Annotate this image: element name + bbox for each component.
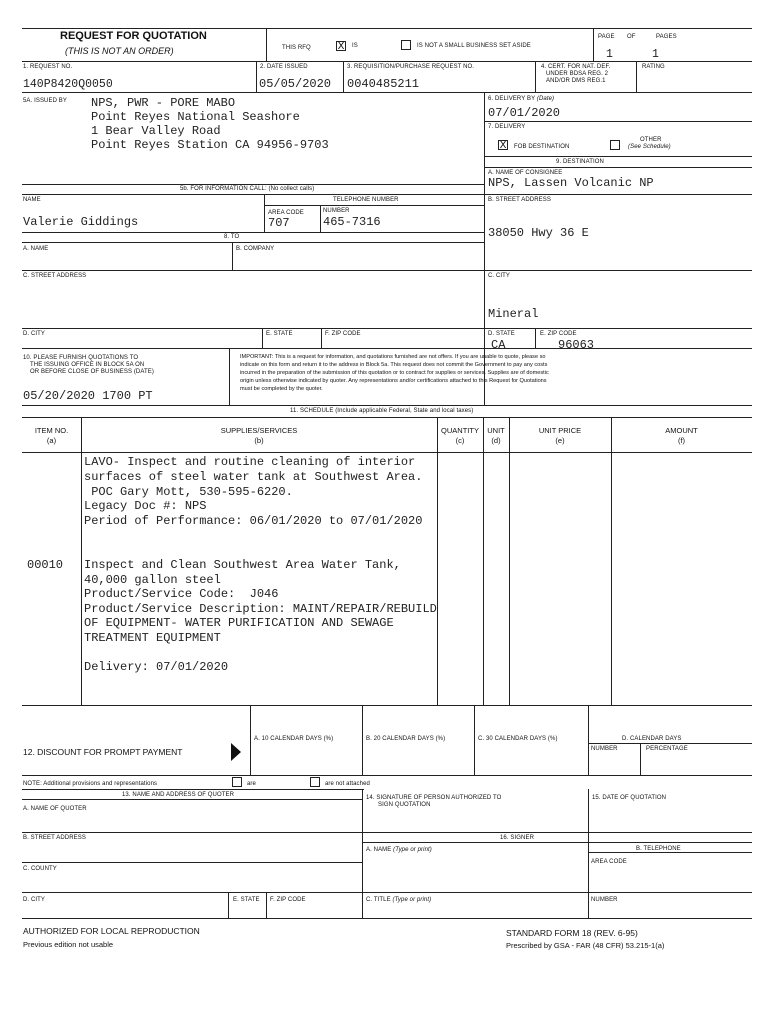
area-code-label: AREA CODE [268, 210, 304, 216]
page-label: PAGE [598, 34, 615, 40]
number-label: NUMBER [323, 208, 350, 214]
signer-number-label: NUMBER [591, 897, 618, 903]
number-value: 465-7316 [323, 215, 381, 229]
quoter-zip-label: F. ZIP CODE [270, 897, 306, 903]
info-name-value: Valerie Giddings [23, 215, 139, 229]
fob-destination-checkbox[interactable]: X [499, 140, 507, 151]
to-label: 8. TO [224, 234, 240, 240]
footer-right-2: Prescribed by GSA - FAR (48 CFR) 53.215-1(a) [506, 941, 665, 950]
delivery-label: 7. DELIVERY [488, 124, 526, 130]
consignee-value: NPS, Lassen Volcanic NP [488, 176, 654, 190]
signer-area-code-label: AREA CODE [591, 859, 627, 865]
cert-label-2: UNDER BDSA REG. 2 [546, 71, 609, 77]
form-subtitle: (THIS IS NOT AN ORDER) [65, 46, 174, 56]
to-street-label: C. STREET ADDRESS [23, 273, 87, 279]
of-label: OF [627, 34, 636, 40]
important-line-1: IMPORTANT: This is a request for information, and quotations furnished are not offers. If you are unable to quote, please so [240, 354, 546, 360]
delivery-by-value: 07/01/2020 [488, 106, 561, 120]
pages-label: PAGES [656, 34, 677, 40]
footer-left-1: AUTHORIZED FOR LOCAL REPRODUCTION [23, 926, 200, 936]
not-small-business-checkbox[interactable] [401, 40, 411, 50]
to-zip-label: F. ZIP CODE [325, 331, 361, 337]
date-of-quotation-label: 15. DATE OF QUOTATION [592, 795, 667, 801]
signer-label: 16. SIGNER [500, 835, 535, 841]
item-no-value: 00010 [27, 558, 64, 572]
footer-right-1: STANDARD FORM 18 (REV. 6-95) [506, 928, 638, 938]
quoter-city-label: D. CITY [23, 897, 46, 903]
date-issued-value: 05/05/2020 [259, 77, 332, 91]
is-checkbox[interactable]: X [337, 41, 345, 52]
item-line-1: Inspect and Clean Southwest Area Water Tank, [84, 558, 401, 572]
col-amount-header: AMOUNT (f) [665, 426, 698, 445]
signature-label-2: SIGN QUOTATION [378, 802, 431, 808]
quoter-street-label: B. STREET ADDRESS [23, 835, 86, 841]
furnish-label-2: THE ISSUING OFFICE IN BLOCK 5A ON [30, 362, 145, 368]
item-line-2: 40,000 gallon steel [84, 573, 221, 587]
delivery-by-label: 6. DELIVERY BY (Date) [488, 96, 555, 102]
request-no-value: 140P8420Q0050 [23, 78, 113, 91]
are-checkbox[interactable] [232, 777, 242, 787]
discount-number-label: NUMBER [591, 746, 618, 752]
date-issued-label: 2. DATE ISSUED [260, 64, 308, 70]
to-company-label: B. COMPANY [236, 246, 275, 252]
dest-city-value: Mineral [488, 307, 539, 321]
dest-zip-label: E. ZIP CODE [540, 331, 577, 337]
dest-street-value: 38050 Hwy 36 E [488, 226, 589, 240]
requisition-label: 3. REQUISITION/PURCHASE REQUEST NO. [347, 64, 475, 70]
other-checkbox[interactable] [610, 140, 620, 150]
item-line-6: TREATMENT EQUIPMENT [84, 631, 221, 645]
discount-d-label: D. CALENDAR DAYS [622, 736, 682, 742]
col-unit-header: UNIT (d) [487, 426, 505, 445]
are-not-checkbox[interactable] [310, 777, 320, 787]
note-label: NOTE: Additional provisions and representations [23, 781, 158, 787]
cert-label-1: 4. CERT. FOR NAT. DEF. [541, 64, 611, 70]
signer-title-label: C. TITLE (Type or print) [366, 897, 432, 903]
furnish-label-3: OR BEFORE CLOSE OF BUSINESS (DATE) [30, 369, 154, 375]
item-line-3: Product/Service Code: J046 [84, 587, 279, 601]
footer-left-2: Previous edition not usable [23, 940, 114, 949]
this-rfq-label: THIS RFQ [282, 45, 311, 51]
discount-c-label: C. 30 CALENDAR DAYS (%) [478, 736, 558, 742]
request-no-label: 1. REQUEST NO. [23, 64, 73, 70]
dest-state-value: CA [491, 338, 506, 352]
is-label: IS [352, 43, 358, 49]
discount-percentage-label: PERCENTAGE [646, 746, 688, 752]
quoter-label: 13. NAME AND ADDRESS OF QUOTER [122, 792, 235, 798]
item-line-5: OF EQUIPMENT- WATER PURIFICATION AND SEWAGE [84, 616, 394, 630]
dest-street-label: B. STREET ADDRESS [488, 197, 551, 203]
pages-value: 1 [652, 48, 659, 61]
other-note: (See Schedule) [628, 144, 671, 150]
discount-label: 12. DISCOUNT FOR PROMPT PAYMENT [23, 747, 183, 757]
important-line-3: incurred in the preparation of the submission of this quotation or to contract for supplies or services. Supplies are of domestic [240, 370, 549, 376]
col-qty-header: QUANTITY (c) [441, 426, 479, 445]
col-item-header: ITEM NO. (a) [34, 426, 69, 445]
schedule-intro-line-4: Legacy Doc #: NPS [84, 499, 207, 513]
schedule-intro-line-2: surfaces of steel water tank at Southwest Area. [84, 470, 423, 484]
important-line-4: origin unless otherwise indicated by quoter. Any representations and/or certifications attached to this Request for Quotations [240, 378, 547, 384]
dest-state-label: D. STATE [488, 331, 515, 337]
issued-by-line-4: Point Reyes Station CA 94956-9703 [91, 138, 329, 152]
not-small-business-label: IS NOT A SMALL BUSINESS SET ASIDE [417, 43, 531, 49]
signer-name-label: A. NAME (Type or print) [366, 847, 432, 853]
to-city-label: D. CITY [23, 331, 46, 337]
info-name-label: NAME [23, 197, 41, 203]
discount-a-label: A. 10 CALENDAR DAYS (%) [254, 736, 334, 742]
quoter-county-label: C. COUNTY [23, 866, 57, 872]
issued-by-label: 5A. ISSUED BY [23, 98, 67, 104]
rating-label: RATING [642, 64, 665, 70]
requisition-value: 0040485211 [347, 77, 420, 91]
item-line-4: Product/Service Description: MAINT/REPAIR/REBUILD [84, 602, 437, 616]
schedule-intro-line-1: LAVO- Inspect and routine cleaning of interior [84, 455, 416, 469]
consignee-label: A. NAME OF CONSIGNEE [488, 170, 563, 176]
destination-label: 9. DESTINATION [556, 159, 604, 165]
issued-by-line-2: Point Reyes National Seashore [91, 110, 300, 124]
schedule-label: 11. SCHEDULE (Include applicable Federal, State and local taxes) [290, 408, 474, 414]
cert-label-3: AND/OR DMS REG.1 [546, 78, 606, 84]
signature-label-1: 14. SIGNATURE OF PERSON AUTHORIZED TO [366, 795, 502, 801]
important-line-2: indicate on this form and return it to the address in Block 5a. This request does not commit the Government to pay any costs [240, 362, 548, 368]
issued-by-line-3: 1 Bear Valley Road [91, 124, 221, 138]
quoter-name-label: A. NAME OF QUOTER [23, 806, 87, 812]
signer-telephone-label: B. TELEPHONE [636, 846, 681, 852]
col-price-header: UNIT PRICE (e) [538, 426, 582, 445]
issued-by-line-1: NPS, PWR - PORE MABO [91, 96, 236, 110]
item-delivery-line: Delivery: 07/01/2020 [84, 660, 229, 674]
are-label: are [247, 781, 256, 787]
quoter-state-label: E. STATE [233, 897, 260, 903]
other-label: OTHER [640, 137, 662, 143]
info-call-label: 5b. FOR INFORMATION CALL: (No collect calls) [180, 186, 315, 192]
dest-city-label: C. CITY [488, 273, 511, 279]
are-not-label: are not attached [325, 781, 370, 787]
furnish-value: 05/20/2020 1700 PT [23, 389, 153, 403]
important-line-5: must be completed by the quoter. [240, 386, 323, 392]
fob-destination-label: FOB DESTINATION [514, 144, 570, 150]
discount-b-label: B. 20 CALENDAR DAYS (%) [366, 736, 446, 742]
discount-arrow-icon [231, 743, 241, 761]
furnish-label-1: 10. PLEASE FURNISH QUOTATIONS TO [23, 355, 139, 361]
area-code-value: 707 [268, 216, 290, 230]
to-name-label: A. NAME [23, 246, 49, 252]
to-state-label: E. STATE [266, 331, 293, 337]
telephone-label: TELEPHONE NUMBER [333, 197, 399, 203]
schedule-intro-line-5: Period of Performance: 06/01/2020 to 07/01/2020 [84, 514, 423, 528]
form-title: REQUEST FOR QUOTATION [60, 30, 207, 42]
col-supplies-header: SUPPLIES/SERVICES (b) [220, 426, 298, 445]
dest-zip-value: 96063 [558, 338, 595, 352]
schedule-intro-line-3: POC Gary Mott, 530-595-6220. [84, 485, 293, 499]
page-value: 1 [606, 48, 613, 61]
